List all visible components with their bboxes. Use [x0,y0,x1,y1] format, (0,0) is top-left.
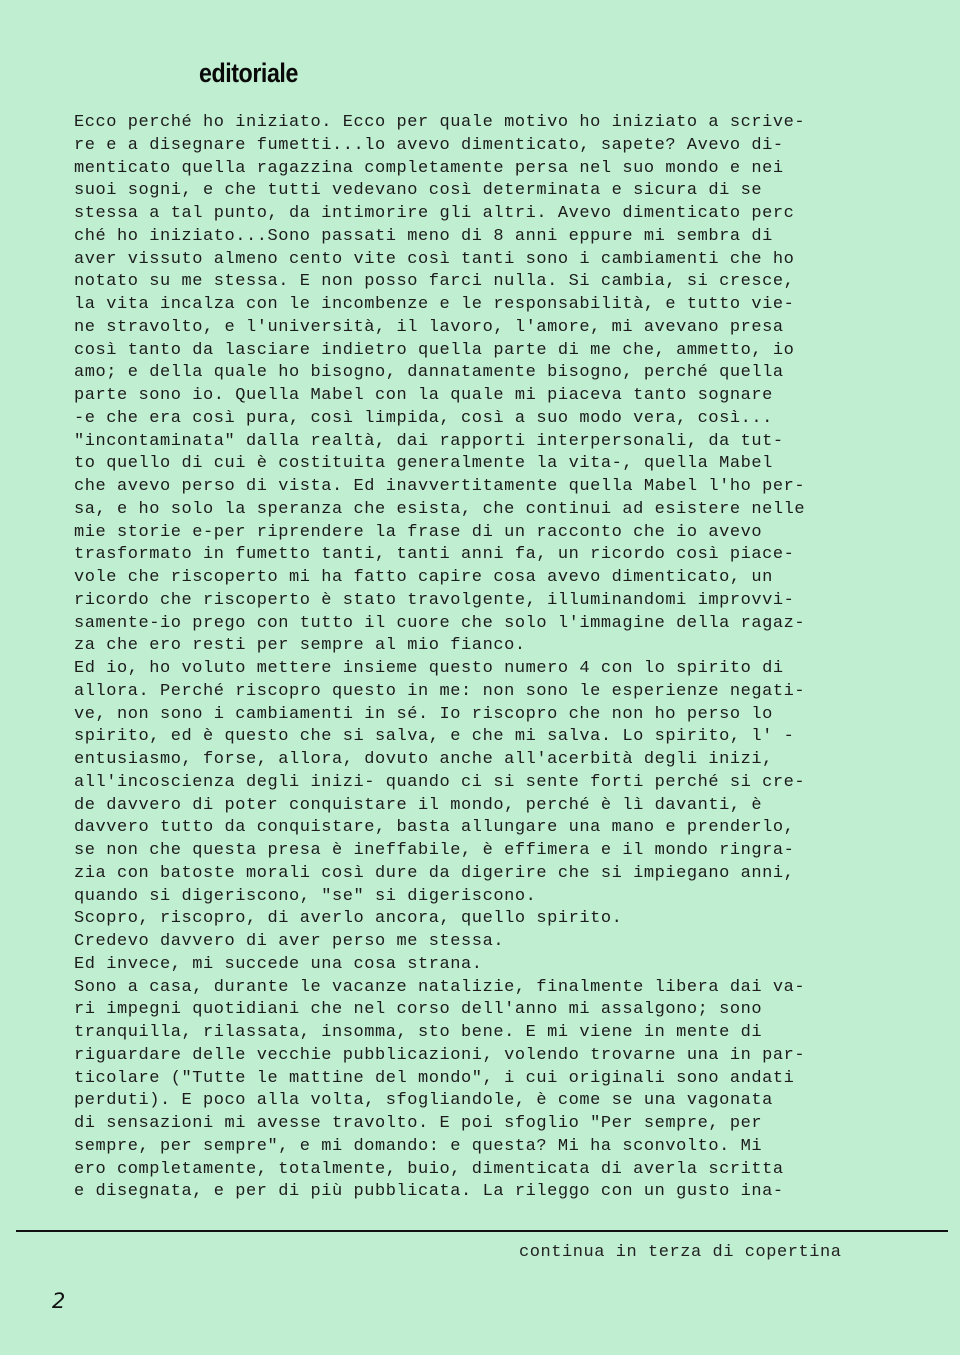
text-line: se non che questa presa è ineffabile, è effimera e il mondo ringra- [74,841,795,860]
text-line: "incontaminata" dalla realtà, dai rapporti interpersonali, da tut- [74,431,784,451]
text-line: davvero tutto da conquistare, basta allungare una mano e prenderlo, [74,818,795,838]
text-line: ché ho iniziato...Sono passati meno di 8 anni eppure mi sembra di [74,226,773,246]
text-line: sa, e ho solo la speranza che esista, che continui ad esistere nelle [74,499,806,519]
text-line: trasformato in fumetto tanti, tanti anni fa, un ricordo così piace- [74,545,795,565]
page-title: editoriale [199,58,298,88]
text-line: Ed invece, mi succede una cosa strana. [74,954,483,974]
text-line: menticato quella ragazzina completamente persa nel suo mondo e nei [74,158,784,178]
text-line: amo; e della quale ho bisogno, dannatamente bisogno, perché quella [74,363,784,383]
text-line: to quello di cui è costituita generalmente la vita-, quella Mabel [74,454,773,474]
text-line: all'incoscienza degli inizi- quando ci si sente forti perché si cre- [74,772,806,792]
text-line: spirito, ed è questo che si salva, e che mi salva. Lo spirito, l' - [74,727,795,747]
text-line: stessa a tal punto, da intimorire gli altri. Avevo dimenticato perc [74,204,795,223]
text-line: e disegnata, e per di più pubblicata. La rileggo con un gusto ina- [74,1182,784,1202]
text-line: ero completamente, totalmente, buio, dimenticata di averla scritta [74,1159,784,1179]
text-line: Ed io, ho voluto mettere insieme questo numero 4 con lo spirito di [74,659,784,678]
text-line: -e che era così pura, così limpida, così a suo modo vera, così... [74,408,773,428]
text-line: samente-io prego con tutto il cuore che solo l'immagine della ragaz- [74,613,806,633]
text-line: ticolare ("Tutte le mattine del mondo", i cui originali sono andati [74,1068,795,1088]
text-line: ve, non sono i cambiamenti in sé. Io riscopro che non ho perso lo [74,704,773,724]
text-line: allora. Perché riscopro questo in me: non sono le esperienze negati- [74,681,806,701]
horizontal-divider [16,1230,948,1232]
text-line: aver vissuto almeno cento vite così tanti sono i cambiamenti che ho [74,249,795,269]
text-line: entusiasmo, forse, allora, dovuto anche all'acerbità degli inizi, [74,750,773,769]
text-line: la vita incalza con le incombenze e le responsabilità, e tutto vie- [74,295,795,314]
continuation-note: continua in terza di copertina [519,1243,842,1262]
text-line: che avevo perso di vista. Ed inavvertitamente quella Mabel l'ho per- [74,477,806,496]
text-line: re e a disegnare fumetti...lo avevo dimenticato, sapete? Avevo di- [74,135,784,155]
text-line: mie storie e-per riprendere la frase di un racconto che io avevo [74,522,763,542]
text-line: sempre, per sempre", e mi domando: e questa? Mi ha sconvolto. Mi [74,1136,763,1156]
text-line: ri impegni quotidiani che nel corso dell'anno mi assalgono; sono [74,1000,763,1020]
text-line: suoi sogni, e che tutti vedevano così determinata e sicura di se [74,181,763,201]
text-line: Scopro, riscopro, di averlo ancora, quello spirito. [74,909,623,929]
text-line: Sono a casa, durante le vacanze natalizie, finalmente libera dai va- [74,977,806,997]
text-line: zia con batoste morali così dure da digerire che si impiegano anni, [74,863,795,883]
text-line: za che ero resti per sempre al mio fianco. [74,636,526,656]
text-line: perduti). E poco alla volta, sfogliandole, è come se una vagonata [74,1091,773,1111]
text-line: notato su me stessa. E non posso farci nulla. Si cambia, si cresce, [74,272,795,292]
text-line: Credevo davvero di aver perso me stessa. [74,932,505,951]
text-line: riguardare delle vecchie pubblicazioni, volendo trovarne una in par- [74,1045,806,1065]
text-line: vole che riscoperto mi ha fatto capire cosa avevo dimenticato, un [74,568,773,587]
text-line: ne stravolto, e l'università, il lavoro, l'amore, mi avevano presa [74,317,784,337]
text-line: parte sono io. Quella Mabel con la quale mi piaceva tanto sognare [74,386,773,405]
text-line: così tanto da lasciare indietro quella parte di me che, ammetto, io [74,340,795,360]
text-line: ricordo che riscoperto è stato travolgente, illuminandomi improvvi- [74,590,795,610]
text-line: tranquilla, rilassata, insomma, sto bene. E mi viene in mente di [74,1023,763,1042]
text-line: quando si digeriscono, "se" si digeriscono. [74,886,537,906]
editorial-body [74,112,924,1204]
text-line: de davvero di poter conquistare il mondo, perché è lì davanti, è [74,795,763,815]
text-line: Ecco perché ho iniziato. Ecco per quale motivo ho iniziato a scrive- [74,113,806,132]
page-number: 2 [52,1289,66,1313]
text-line: di sensazioni mi avesse travolto. E poi sfoglio "Per sempre, per [74,1114,763,1133]
